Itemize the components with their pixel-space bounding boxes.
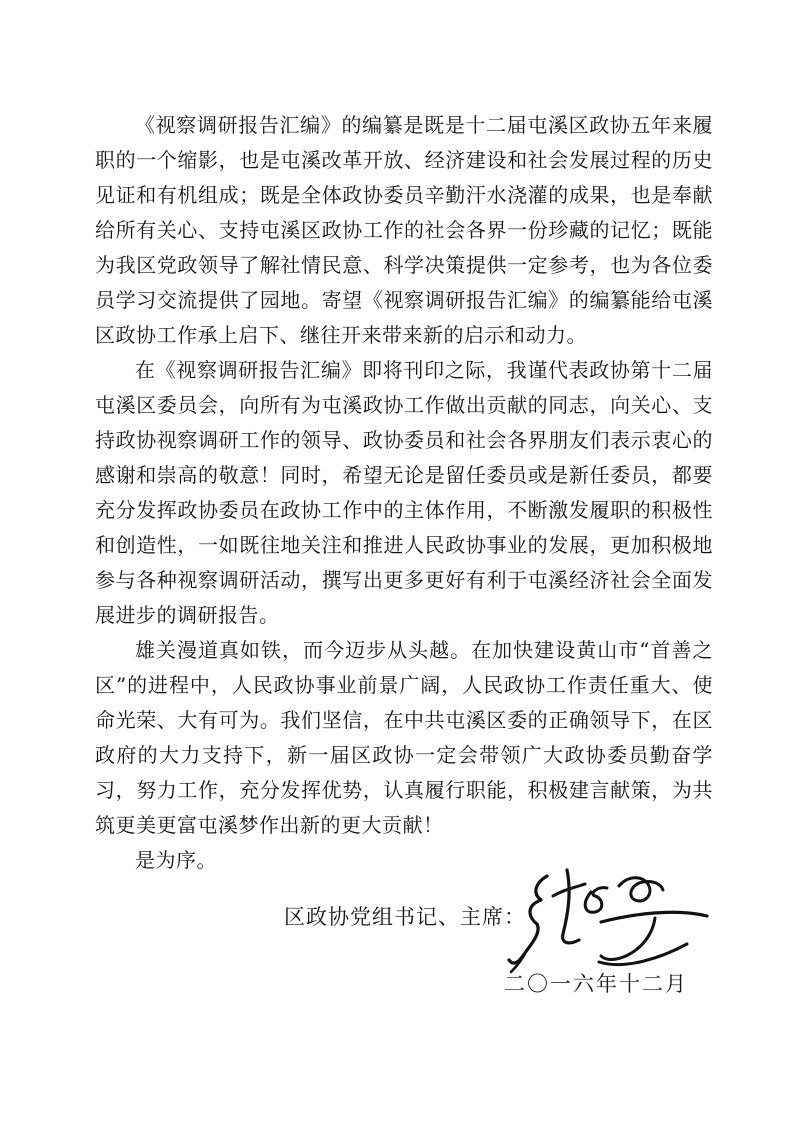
paragraph-closing: 是为序。 xyxy=(135,848,217,872)
signatory-title: 区政协党组书记、主席： xyxy=(284,905,526,929)
paragraph-3: 雄关漫道真如铁，而今迈步从头越。在加快建设黄山市“首善之区”的进程中，人民政协事业前景广阔，人民政协工作责任重大、使命光荣、大有可为。我们坚信，在中共屯溪区委的正确领导下，在区政府的大力支持下，新一届区政协一定会带领广大政协委员勤奋学习，努力工作，充分发挥优势，认真履行职能，积极建言献策，为共筑更美更富屯溪梦作出新的更大贡献！ xyxy=(95,638,713,837)
handwritten-signature xyxy=(503,856,725,978)
paragraph-1: 《视察调研报告汇编》的编纂是既是十二届屯溪区政协五年来履职的一个缩影，也是屯溪改革开放、经济建设和社会发展过程的历史见证和有机组成；既是全体政协委员辛勤汗水浇灌的成果，也是奉献给所有关心、支持屯溪区政协工作的社会各界一份珍藏的记忆；既能为我区党政领导了解社情民意、科学决策提供一定参考，也为各位委员学习交流提供了园地。寄望《视察调研报告汇编》的编纂能给屯溪区政协工作承上启下、继往开来带来新的启示和动力。 xyxy=(95,113,713,347)
paragraph-2: 在《视察调研报告汇编》即将刊印之际，我谨代表政协第十二届屯溪区委员会，向所有为屯溪政协工作做出贡献的同志，向关心、支持政协视察调研工作的领导、政协委员和社会各界朋友们表示衷心的感谢和崇高的敬意！同时，希望无论是留任委员或是新任委员，都要充分发挥政协委员在政协工作中的主体作用，不断激发履职的积极性和创造性，一如既往地关注和推进人民政协事业的发展，更加积极地参与各种视察调研活动，撰写出更多更好有利于屯溪经济社会全面发展进步的调研报告。 xyxy=(95,358,713,627)
signature-date: 二〇一六年十二月 xyxy=(504,972,688,996)
preface-body xyxy=(95,108,713,878)
